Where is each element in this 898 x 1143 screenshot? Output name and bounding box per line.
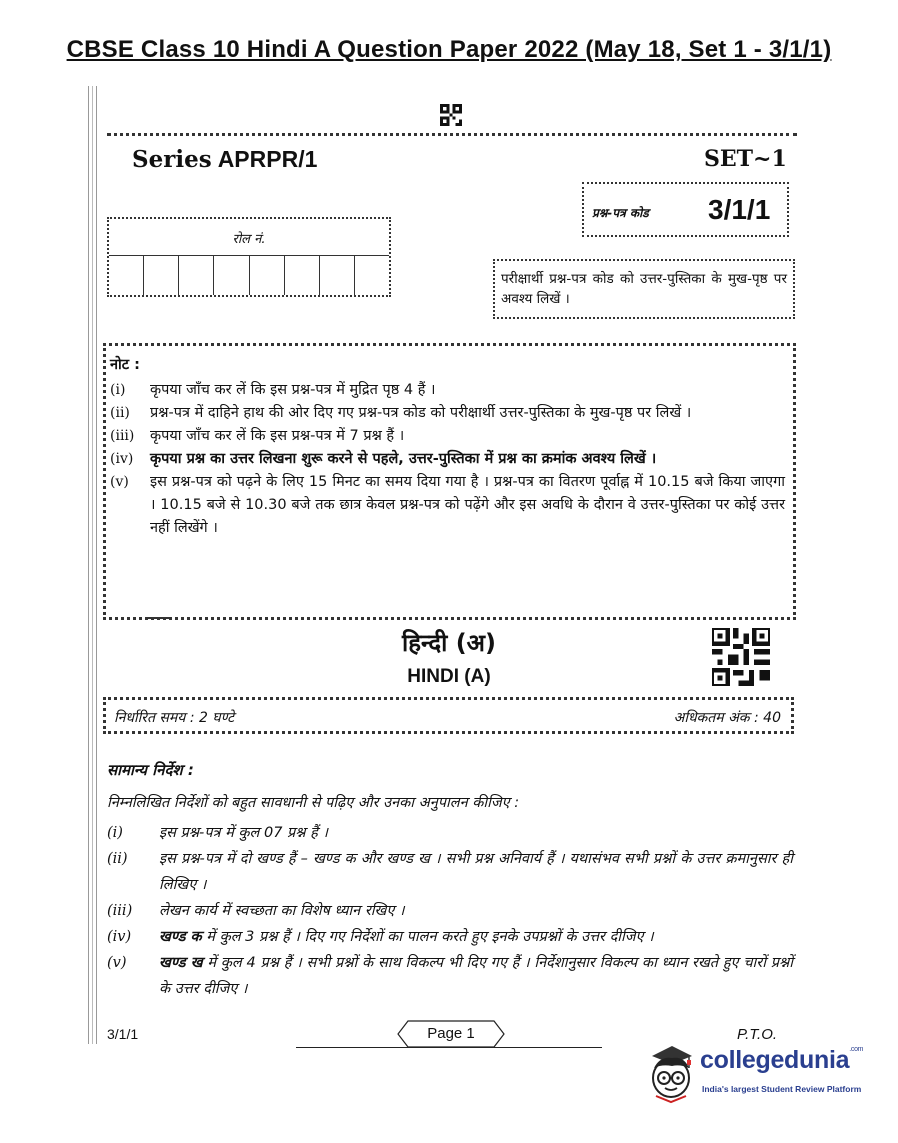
roll-cell — [320, 256, 355, 295]
general-item: (iii) लेखन कार्य में स्वच्छता का विशेष ध्यान रखिए । — [107, 903, 405, 919]
paper-code-label: प्रश्न-पत्र कोड — [592, 206, 649, 220]
note-item: (i) कृपया जाँच कर लें कि इस प्रश्न-पत्र में मुद्रित पृष्ठ 4 हैं । — [110, 382, 436, 398]
roll-cell — [285, 256, 320, 295]
general-item: (i) इस प्रश्न-पत्र में कुल 07 प्रश्न हैं । — [107, 825, 328, 841]
general-item: (iv) खण्ड क में कुल 3 प्रश्न हैं । दिए गए निर्देशों का पालन करते हुए इनके उपप्रश्नों के उत्तर दीजिए । — [107, 929, 654, 945]
general-heading: सामान्य निर्देश : — [107, 761, 194, 779]
roll-cell — [250, 256, 285, 295]
general-item: (v) खण्ड ख में कुल 4 प्रश्न हैं । सभी प्रश्नों के साथ विकल्प भी दिए गए हैं । निर्देशानुसार विकल्प का ध्यान रखते हुए चारों प्रश्नों के उत्तर दीजिए । — [107, 955, 793, 997]
general-intro: निम्नलिखित निर्देशों को बहुत सावधानी से पढ़िए और उनका अनुपालन कीजिए : — [107, 795, 520, 811]
note-item: (iii) कृपया जाँच कर लें कि इस प्रश्न-पत्र में 7 प्रश्न हैं । — [110, 428, 405, 444]
subject-hindi: हिन्दी (अ) — [402, 629, 496, 657]
series-value: APRPR/1 — [217, 146, 318, 172]
note-box — [103, 343, 796, 620]
general-instructions — [107, 760, 793, 1002]
roll-number-label: रोल नं. — [232, 232, 266, 247]
note-item: (iv) कृपया प्रश्न का उत्तर लिखना शुरू करने से पहले, उत्तर-पुस्तिका में प्रश्न का क्रमांक अवश्य लिखें । — [110, 451, 657, 467]
roll-number-box — [107, 217, 391, 297]
roll-cell — [179, 256, 214, 295]
roll-number-cells — [109, 255, 389, 295]
page-number: Page 1 — [427, 1025, 475, 1042]
code-instruction-box: परीक्षार्थी प्रश्न-पत्र कोड को उत्तर-पुस्तिका के मुख-पृष्ठ पर अवश्य लिखें । — [493, 259, 795, 319]
mascot-icon — [642, 1042, 700, 1104]
document-title: CBSE Class 10 Hindi A Question Paper 2022 (May 18, Set 1 - 3/1/1) — [66, 36, 832, 63]
roll-cell — [355, 256, 389, 295]
logo-name: collegedunia$^{.com}$ — [700, 1046, 864, 1074]
note-item: (ii) प्रश्न-पत्र में दाहिने हाथ की ओर दिए गए प्रश्न-पत्र कोड को परीक्षार्थी उत्तर-पुस्तिका के मुख-पृष्ठ पर लिखें । — [110, 405, 692, 421]
general-item: (ii) इस प्रश्न-पत्र में दो खण्ड हैं – खण्ड क और खण्ड ख । सभी प्रश्न अनिवार्य हैं । यथासंभव सभी प्रश्नों के उत्तर क्रमानुसार ही लिखिए । — [107, 851, 793, 893]
roll-cell — [109, 256, 144, 295]
page-number-tag — [396, 1019, 506, 1049]
logo-tld: .com — [849, 1046, 864, 1053]
pto-label: P.T.O. — [737, 1026, 778, 1043]
header-dotted-rule — [107, 133, 797, 136]
collegedunia-logo — [642, 1040, 872, 1110]
roll-cell — [214, 256, 249, 295]
subject-english: HINDI (A) — [407, 666, 491, 687]
note-item: (v) इस प्रश्न-पत्र को पढ़ने के लिए 15 मिनट का समय दिया गया है । प्रश्न-पत्र का वितरण पूर्वाह्न में 10.15 बजे किया जाएगा । 10.15 बजे से 10.30 बजे तक छात्र केवल प्रश्न-पत्र को पढ़ेंगे और इस अवधि के दौरान वे उत्तर-पुस्तिका पर कोई उत्तर नहीं लिखेंगे । — [110, 474, 785, 536]
series-label: Series APRPR/1 — [132, 146, 318, 173]
margin-lines — [88, 86, 97, 1044]
paper-code-value: 3/1/1 — [708, 194, 771, 225]
footer-paper-code: 3/1/1 — [107, 1026, 139, 1042]
time-allowed: निर्धारित समय : 2 घण्टे — [114, 710, 235, 726]
qr-code-small-icon — [440, 104, 462, 126]
page-rule — [296, 1047, 602, 1048]
note-title: नोट : — [110, 357, 140, 373]
time-marks-box — [103, 697, 794, 734]
logo-tagline: India's largest Student Review Platform — [702, 1084, 862, 1094]
qr-code-icon — [712, 628, 770, 686]
maximum-marks: अधिकतम अंक : 40 — [673, 710, 781, 726]
roll-cell — [144, 256, 179, 295]
paper-code-box — [582, 182, 789, 237]
set-label: SET~1 — [704, 146, 787, 172]
short-rule — [148, 617, 170, 619]
